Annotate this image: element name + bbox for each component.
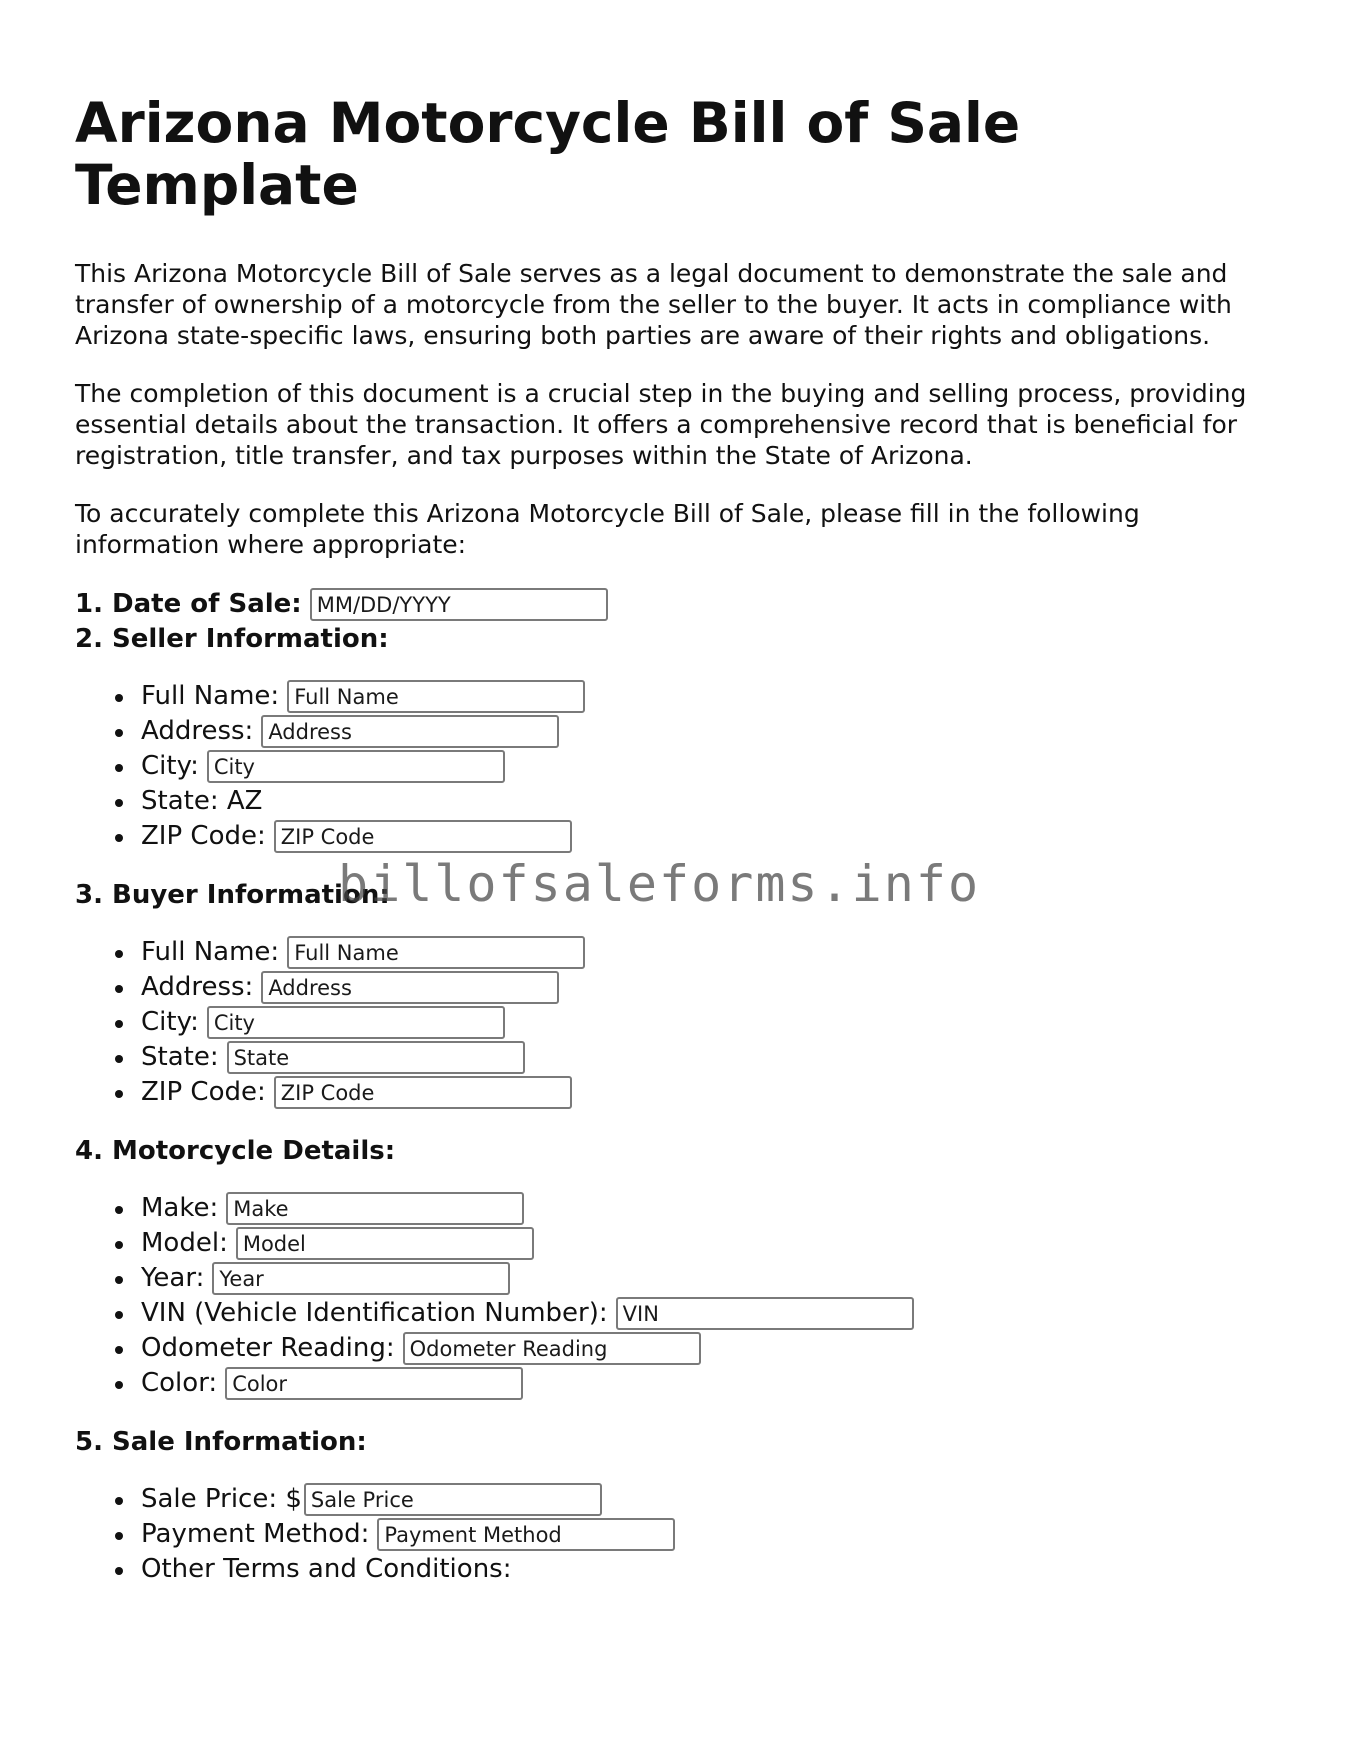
list-item: [115, 1366, 1285, 1401]
list-item: [115, 1261, 1285, 1296]
seller-list: [75, 679, 1285, 854]
model-field[interactable]: Model: [236, 1227, 534, 1260]
list-item: [115, 1296, 1285, 1331]
seller-heading: 2. Seller Information:: [75, 624, 389, 654]
year-field[interactable]: Year: [212, 1262, 510, 1295]
list-item: [115, 749, 1285, 784]
list-item: [115, 970, 1285, 1005]
list-item: [115, 935, 1285, 970]
seller-city-label: City:: [141, 751, 199, 781]
list-item: [115, 1517, 1285, 1552]
other-terms-label: Other Terms and Conditions:: [141, 1554, 512, 1584]
make-label: Make:: [141, 1193, 219, 1223]
list-item: [115, 1005, 1285, 1040]
seller-city-field[interactable]: City: [207, 750, 505, 783]
seller-address-field[interactable]: Address: [261, 715, 559, 748]
watermark: billofsaleforms.info: [338, 855, 981, 913]
buyer-address-field[interactable]: Address: [261, 971, 559, 1004]
sale-list: [75, 1482, 1285, 1587]
buyer-full-name-label: Full Name:: [141, 937, 280, 967]
color-label: Color:: [141, 1368, 218, 1398]
buyer-list: [75, 935, 1285, 1110]
date-of-sale-field[interactable]: MM/DD/YYYY: [310, 588, 608, 621]
buyer-state-field[interactable]: State: [227, 1041, 525, 1074]
intro: [75, 258, 1285, 560]
payment-method-field[interactable]: Payment Method: [377, 1518, 675, 1551]
list-item: [115, 1191, 1285, 1226]
vin-label: VIN (Vehicle Identification Number):: [141, 1298, 608, 1328]
intro-paragraph-2: The completion of this document is a crucial step in the buying and selling process, providing essential details about the transaction. It offers a comprehensive record that is beneficial for registration, title transfer, and tax purposes within the State of Arizona.: [75, 379, 1247, 470]
buyer-city-field[interactable]: City: [207, 1006, 505, 1039]
intro-paragraph-3: To accurately complete this Arizona Motorcycle Bill of Sale, please fill in the following information where appropriate:: [75, 499, 1140, 559]
buyer-zip-field[interactable]: ZIP Code: [274, 1076, 572, 1109]
seller-full-name-label: Full Name:: [141, 681, 280, 711]
color-field[interactable]: Color: [225, 1367, 523, 1400]
seller-address-label: Address:: [141, 716, 254, 746]
buyer-city-label: City:: [141, 1007, 199, 1037]
odometer-label: Odometer Reading:: [141, 1333, 395, 1363]
motorcycle-list: [75, 1191, 1285, 1401]
list-item: [115, 1226, 1285, 1261]
buyer-state-label: State:: [141, 1042, 219, 1072]
odometer-field[interactable]: Odometer Reading: [403, 1332, 701, 1365]
make-field[interactable]: Make: [226, 1192, 524, 1225]
motorcycle-heading: 4. Motorcycle Details:: [75, 1136, 396, 1166]
seller-state-text: State: AZ: [141, 786, 263, 816]
list-item: [115, 1040, 1285, 1075]
list-item: [115, 1331, 1285, 1366]
sale-price-label: Sale Price: $: [141, 1484, 302, 1514]
intro-paragraph-1: This Arizona Motorcycle Bill of Sale serves as a legal document to demonstrate the sale and transfer of ownership of a motorcycle from the seller to the buyer. It acts in compliance with Arizona state-specific laws, ensuring both parties are aware of their rights and obligations.: [75, 259, 1232, 350]
list-item: [115, 1482, 1285, 1517]
buyer-address-label: Address:: [141, 972, 254, 1002]
model-label: Model:: [141, 1228, 228, 1258]
vin-field[interactable]: VIN: [616, 1297, 914, 1330]
list-item: [115, 819, 1285, 854]
list-item: [115, 679, 1285, 714]
year-label: Year:: [141, 1263, 205, 1293]
seller-zip-label: ZIP Code:: [141, 821, 266, 851]
sale-heading: 5. Sale Information:: [75, 1427, 367, 1457]
list-item: [115, 1075, 1285, 1110]
page-title: Arizona Motorcycle Bill of Sale Template: [75, 91, 1021, 217]
date-of-sale-row: [75, 587, 1285, 622]
buyer-zip-label: ZIP Code:: [141, 1077, 266, 1107]
date-of-sale-label: 1. Date of Sale:: [75, 589, 302, 619]
list-item: [115, 784, 1285, 819]
sale-price-field[interactable]: Sale Price: [304, 1483, 602, 1516]
seller-full-name-field[interactable]: Full Name: [287, 680, 585, 713]
payment-method-label: Payment Method:: [141, 1519, 370, 1549]
seller-zip-field[interactable]: ZIP Code: [274, 820, 572, 853]
list-item: [115, 714, 1285, 749]
buyer-full-name-field[interactable]: Full Name: [287, 936, 585, 969]
list-item: [115, 1552, 1285, 1587]
document: [75, 92, 1285, 1611]
buyer-heading: 3. Buyer Information:: [75, 880, 390, 910]
